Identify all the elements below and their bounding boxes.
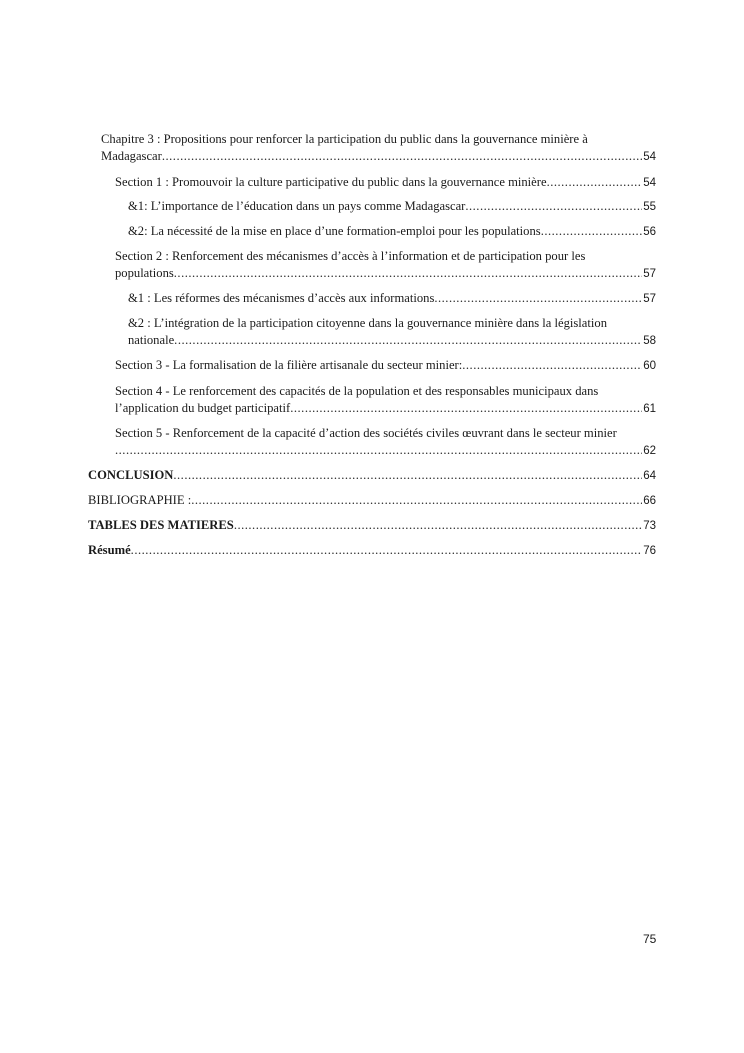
page-ref: 64 bbox=[643, 470, 656, 482]
dot-leader bbox=[290, 400, 642, 417]
dot-leader bbox=[115, 442, 642, 459]
toc-entry-text: &2: La nécessité de la mise en place d’une formation-emploi pour les populations bbox=[128, 224, 541, 238]
toc-entry-chapitre-3[interactable] bbox=[101, 131, 656, 165]
toc-entry-text: CONCLUSION bbox=[88, 468, 174, 482]
toc-entry-text: nationale bbox=[128, 333, 175, 347]
dot-leader bbox=[173, 467, 642, 484]
page-ref: 60 bbox=[643, 360, 656, 372]
page-ref: 73 bbox=[643, 520, 656, 532]
toc-entry-section-2[interactable] bbox=[115, 248, 656, 282]
toc-entry-text: Chapitre 3 : Propositions pour renforcer la participation du public dans la gouvernance minière à bbox=[101, 132, 588, 146]
toc-entry-text: Section 3 - La formalisation de la filière artisanale du secteur minier: bbox=[115, 358, 463, 372]
page-ref: 76 bbox=[643, 545, 656, 557]
toc-entry-text: Section 2 : Renforcement des mécanismes d’accès à l’information et de participation pour les bbox=[115, 249, 586, 263]
toc-entry-section-3[interactable] bbox=[115, 357, 656, 374]
toc-entry-section-1-part-2[interactable] bbox=[128, 223, 656, 240]
toc-entry-text: BIBLIOGRAPHIE : bbox=[88, 493, 192, 507]
toc-entry-text: Résumé bbox=[88, 543, 131, 557]
toc-entry-text: l’application du budget participatif bbox=[115, 401, 291, 415]
toc-entry-text: &2 : L’intégration de la participation citoyenne dans la gouvernance minière dans la législation bbox=[128, 316, 607, 330]
toc-entry-text: &1: L’importance de l’éducation dans un pays comme Madagascar bbox=[128, 199, 466, 213]
toc-entry-text: TABLES DES MATIERES bbox=[88, 518, 234, 532]
toc-entry-conclusion[interactable] bbox=[88, 467, 656, 484]
page-ref: 54 bbox=[643, 151, 656, 163]
dot-leader bbox=[462, 357, 642, 374]
toc-entry-tables-des-matieres[interactable] bbox=[88, 517, 656, 534]
toc-entry-section-4[interactable] bbox=[115, 383, 656, 417]
page-ref: 66 bbox=[643, 495, 656, 507]
toc-entry-bibliographie[interactable] bbox=[88, 492, 656, 509]
page-ref: 58 bbox=[643, 335, 656, 347]
page-ref: 61 bbox=[643, 403, 656, 415]
page-ref: 55 bbox=[643, 201, 656, 213]
toc-entry-section-1[interactable] bbox=[115, 174, 656, 191]
dot-leader bbox=[174, 332, 642, 349]
page-ref: 56 bbox=[643, 226, 656, 238]
dot-leader bbox=[547, 174, 643, 191]
page-ref: 54 bbox=[643, 177, 656, 189]
toc-entry-text: Section 5 - Renforcement de la capacité d’action des sociétés civiles œuvrant dans le secteur minier bbox=[115, 426, 617, 440]
page-ref: 57 bbox=[643, 293, 656, 305]
page-ref: 62 bbox=[643, 445, 656, 457]
toc-entry-section-1-part-1[interactable] bbox=[128, 198, 656, 215]
dot-leader bbox=[234, 517, 642, 534]
page-ref: 57 bbox=[643, 268, 656, 280]
toc-entry-resume[interactable] bbox=[88, 542, 656, 559]
dot-leader bbox=[465, 198, 642, 215]
toc-entry-section-2-part-1[interactable] bbox=[128, 290, 656, 307]
toc-entry-text: Madagascar bbox=[101, 149, 162, 163]
dot-leader bbox=[191, 492, 642, 509]
toc-entry-section-5[interactable] bbox=[115, 425, 656, 459]
dot-leader bbox=[174, 265, 642, 282]
dot-leader bbox=[131, 542, 643, 559]
dot-leader bbox=[541, 223, 643, 240]
toc-entry-section-2-part-2[interactable] bbox=[128, 315, 656, 349]
toc-entry-text: Section 4 - Le renforcement des capacités de la population et des responsables municipaux dans bbox=[115, 384, 599, 398]
toc-entry-text: Section 1 : Promouvoir la culture participative du public dans la gouvernance minière bbox=[115, 175, 547, 189]
dot-leader bbox=[162, 148, 642, 165]
page-number: 75 bbox=[643, 932, 657, 946]
dot-leader bbox=[434, 290, 642, 307]
toc-entry-text: populations bbox=[115, 266, 174, 280]
toc-entry-text: &1 : Les réformes des mécanismes d’accès aux informations bbox=[128, 291, 435, 305]
